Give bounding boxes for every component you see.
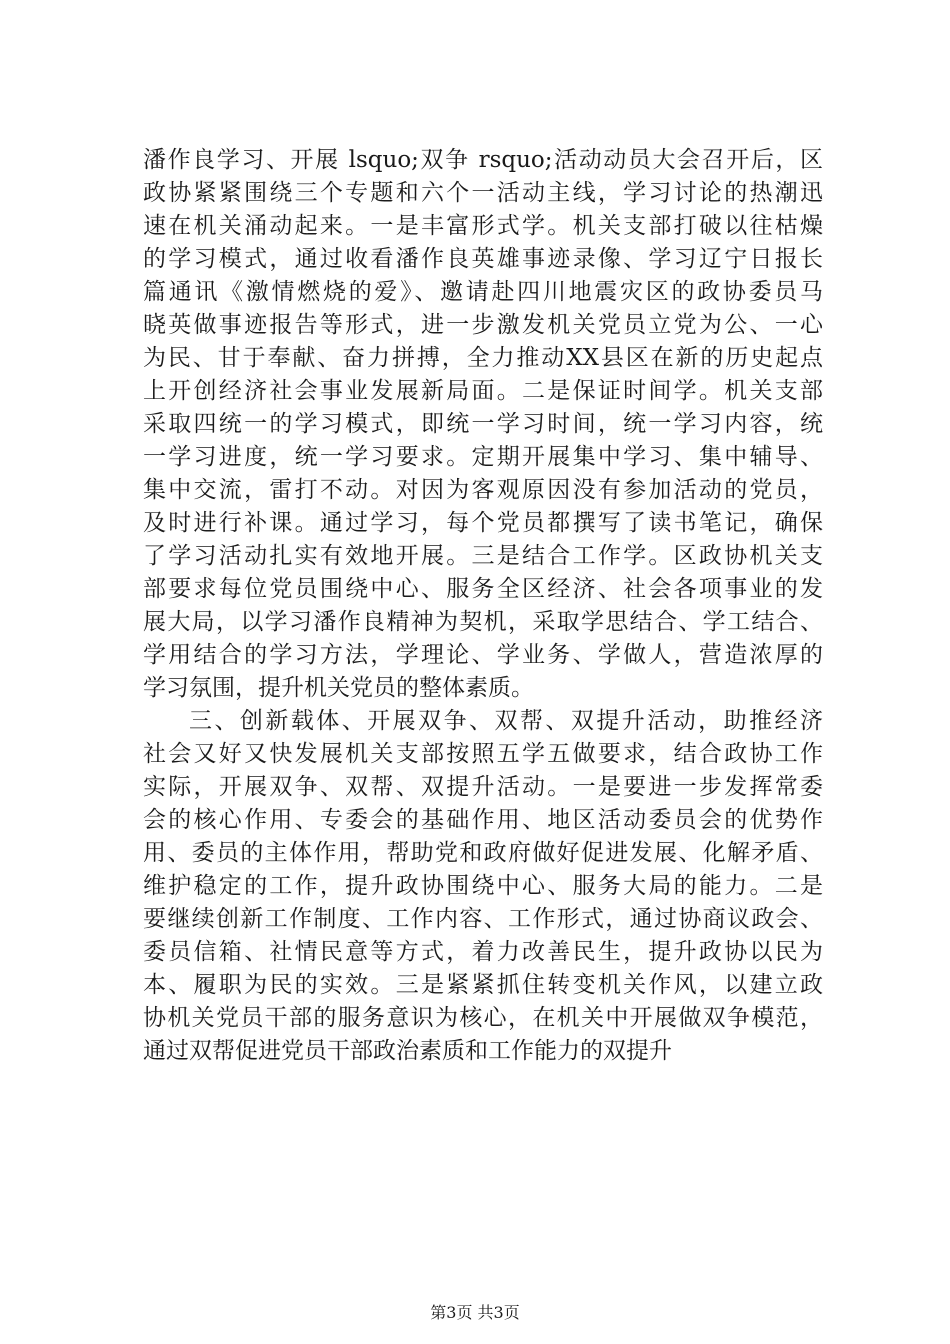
text-line: 集中交流，雷打不动。对因为客观原因没有参加活动的党员， bbox=[143, 477, 823, 503]
text-line: 速在机关涌动起来。一是丰富形式学。机关支部打破以往枯燥 bbox=[143, 213, 823, 239]
text-line: 通过双帮促进党员干部政治素质和工作能力的双提升 bbox=[143, 1038, 672, 1064]
body-text bbox=[143, 144, 823, 1068]
text-line: 本、履职为民的实效。三是紧紧抓住转变机关作风，以建立政 bbox=[143, 972, 823, 998]
text-line: 学习氛围，提升机关党员的整体素质。 bbox=[143, 675, 534, 701]
text-line: 上开创经济社会事业发展新局面。二是保证时间学。机关支部 bbox=[143, 378, 823, 404]
text-line: 会的核心作用、专委会的基础作用、地区活动委员会的优势作 bbox=[143, 807, 823, 833]
text-line: 一学习进度，统一学习要求。定期开展集中学习、集中辅导、 bbox=[143, 444, 823, 470]
text-line: 展大局，以学习潘作良精神为契机，采取学思结合、学工结合、 bbox=[143, 609, 823, 635]
text-line-paragraph-start: 三、创新载体、开展双争、双帮、双提升活动，助推经济 bbox=[189, 708, 823, 734]
text-line: 了学习活动扎实有效地开展。三是结合工作学。区政协机关支 bbox=[143, 543, 823, 569]
text-line: 的学习模式，通过收看潘作良英雄事迹录像、学习辽宁日报长 bbox=[143, 246, 823, 272]
text-line: 协机关党员干部的服务意识为核心，在机关中开展做双争模范， bbox=[143, 1005, 823, 1031]
text-line: 实际，开展双争、双帮、双提升活动。一是要进一步发挥常委 bbox=[143, 774, 823, 800]
text-line: 用、委员的主体作用，帮助党和政府做好促进发展、化解矛盾、 bbox=[143, 840, 823, 866]
text-line: 采取四统一的学习模式，即统一学习时间，统一学习内容，统 bbox=[143, 411, 823, 437]
text-line: 为民、甘于奉献、奋力拼搏，全力推动XX县区在新的历史起点 bbox=[143, 345, 823, 371]
text-line: 晓英做事迹报告等形式，进一步激发机关党员立党为公、一心 bbox=[143, 312, 823, 338]
text-line: 社会又好又快发展机关支部按照五学五做要求，结合政协工作 bbox=[143, 741, 823, 767]
text-line: 及时进行补课。通过学习，每个党员都撰写了读书笔记，确保 bbox=[143, 510, 823, 536]
text-line: 篇通讯《激情燃烧的爱》、邀请赴四川地震灾区的政协委员马 bbox=[143, 279, 823, 305]
text-line: 维护稳定的工作，提升政协围绕中心、服务大局的能力。二是 bbox=[143, 873, 823, 899]
page-footer: 第3页 共3页 bbox=[430, 1303, 520, 1322]
text-line: 政协紧紧围绕三个专题和六个一活动主线，学习讨论的热潮迅 bbox=[143, 180, 823, 206]
text-line: 部要求每位党员围绕中心、服务全区经济、社会各项事业的发 bbox=[143, 576, 823, 602]
text-line: 委员信箱、社情民意等方式，着力改善民生，提升政协以民为 bbox=[143, 939, 823, 965]
text-line: 要继续创新工作制度、工作内容、工作形式，通过协商议政会、 bbox=[143, 906, 823, 932]
text-line: 潘作良学习、开展 lsquo;双争 rsquo;活动动员大会召开后，区 bbox=[143, 147, 823, 173]
text-line: 学用结合的学习方法，学理论、学业务、学做人，营造浓厚的 bbox=[143, 642, 823, 668]
